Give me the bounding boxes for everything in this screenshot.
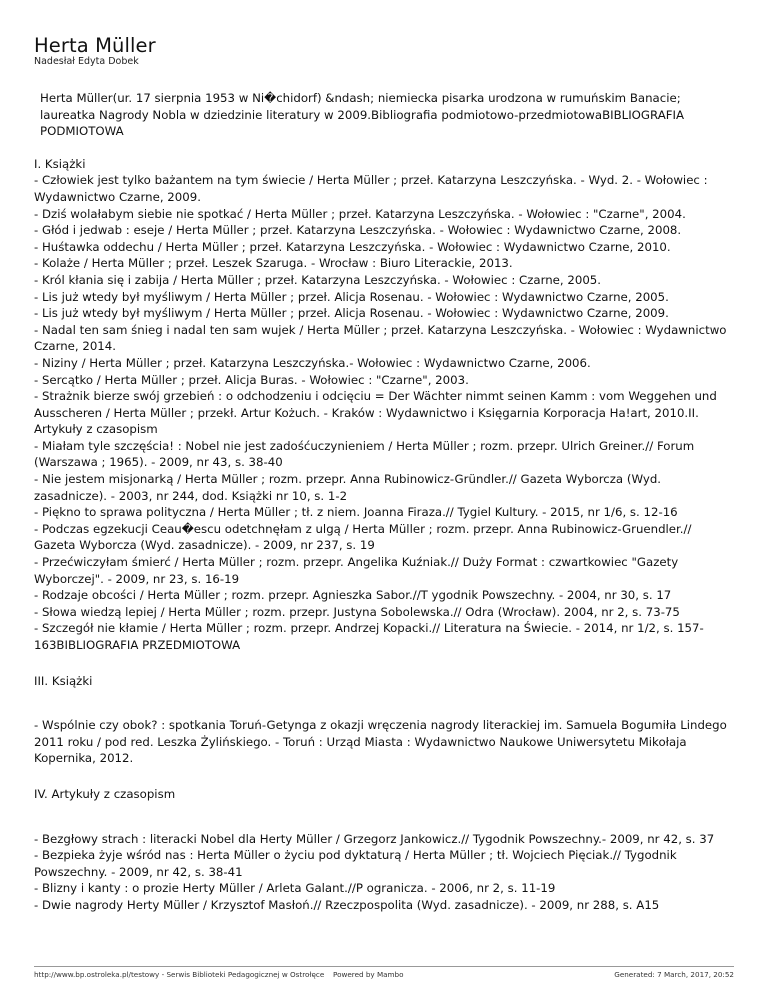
- list-item: - Dwie nagrody Herty Müller / Krzysztof Masłoń.// Rzeczpospolita (Wyd. zasadnicze). - 2009, nr 288, s. A15: [34, 897, 660, 912]
- list-item: - Kolaże / Herta Müller ; przeł. Leszek Szaruga. - Wrocław : Biuro Literackie, 2013.: [34, 256, 513, 271]
- page-title: Herta Müller: [34, 34, 156, 57]
- list-item: - Piękno to sprawa polityczna / Herta Müller ; tł. z niem. Joanna Firaza.// Tygiel Kultury. - 2015, nr 1/6, s. 12-16: [34, 505, 678, 520]
- list-item: - Król kłania się i zabija / Herta Müller ; przeł. Katarzyna Leszczyńska. - Wołowiec : Czarne, 2005.: [34, 272, 602, 287]
- bibliography-list-secondary-books: [34, 717, 734, 767]
- author-byline: Nadesłał Edyta Dobek: [34, 56, 139, 67]
- list-item: - Blizny i kanty : o prozie Herty Müller / Arleta Galant.//P ogranicza. - 2006, nr 2, s. 11-19: [34, 881, 556, 896]
- footer-powered-by: Powered by Mambo: [333, 970, 404, 979]
- list-item: - Rodzaje obcości / Herta Müller ; rozm. przepr. Agnieszka Sabor.//T ygodnik Powszechny. - 2004, nr 30, s. 17: [34, 588, 672, 603]
- list-item: - Podczas egzekucji Ceau�escu odetchnęłam z ulgą / Herta Müller ; rozm. przepr. Anna Rubinowicz-Gruendler.// Gazeta Wyborcza (Wyd. zasadnicze). - 2009, nr 237, s. 19: [34, 521, 692, 553]
- list-item: - Słowa wiedzą lepiej / Herta Müller ; rozm. przepr. Justyna Sobolewska.// Odra (Wrocław). 2004, nr 2, s. 73-75: [34, 604, 680, 619]
- section-heading-articles: IV. Artykuły z czasopism: [34, 786, 176, 801]
- article-body: [34, 90, 734, 914]
- list-item: - Huśtawka oddechu / Herta Müller ; przeł. Katarzyna Leszczyńska. - Wołowiec : Wydawnictwo Czarne, 2010.: [34, 239, 671, 254]
- list-item: - Przećwiczyłam śmierć / Herta Müller ; rozm. przepr. Angelika Kuźniak.// Duży Format : czwartkowiec "Gazety Wyborczej". - 2009, nr 23, s. 16-19: [34, 555, 679, 586]
- list-item: - Szczegół nie kłamie / Herta Müller ; rozm. przepr. Andrzej Kopacki.// Literatura na Świecie. - 2014, nr 1/2, s. 157-163BIBLIOGRAFIA PRZEDMIOTOWA: [34, 621, 704, 652]
- list-item: - Sercątko / Herta Müller ; przeł. Alicja Buras. - Wołowiec : "Czarne", 2003.: [34, 372, 469, 387]
- bibliography-list-primary: [34, 172, 734, 653]
- list-item: - Miałam tyle szczęścia! : Nobel nie jest zadośćuczynieniem / Herta Müller ; rozm. przepr. Ulrich Greiner.// Forum (Warszawa ; 1965). - 2009, nr 43, s. 38-40: [34, 438, 695, 470]
- list-item: - Bezgłowy strach : literacki Nobel dla Herty Müller / Grzegorz Jankowicz.// Tygodnik Powszechny.- 2009, nr 42, s. 37: [34, 831, 715, 846]
- list-item: - Głód i jedwab : eseje / Herta Müller ; przeł. Katarzyna Leszczyńska. - Wołowiec : Wydawnictwo Czarne, 2008.: [34, 223, 682, 238]
- list-item: - Dziś wolałabym siebie nie spotkać / Herta Müller ; przeł. Katarzyna Leszczyńska. - Wołowiec : "Czarne", 2004.: [34, 206, 686, 221]
- section-heading-secondary-books: III. Książki: [34, 673, 93, 688]
- list-item: - Niziny / Herta Müller ; przeł. Katarzyna Leszczyńska.- Wołowiec : Wydawnictwo Czarne, 2006.: [34, 355, 591, 370]
- footer-generated-date: Generated: 7 March, 2017, 20:52: [614, 970, 734, 979]
- footer-url: http://www.bp.ostroleka.pl/testowy - Serwis Biblioteki Pedagogicznej w Ostrołęce: [34, 970, 325, 979]
- list-item: - Wspólnie czy obok? : spotkania Toruń-Getynga z okazji wręczenia nagrody literackiej im. Samuela Bogumiła Lindego 2011 roku / pod red. Leszka Żylińskiego. - Toruń : Urząd Miasta : Wydawnictwo Naukowe Uniwersytetu Mikołaja Kopernika, 2012.: [34, 718, 727, 766]
- section-heading-books: I. Książki: [34, 156, 86, 171]
- list-item: - Strażnik bierze swój grzebień : o odchodzeniu i odcięciu = Der Wächter nimmt seinen Kamm : vom Weggehen und Ausscheren / Herta Müller ; przekł. Artur Kożuch. - Kraków : Wydawnictwo i Księgarnia Korporacja Ha!art, 2010.II. Artykuły z czasopism: [34, 389, 717, 437]
- list-item: - Lis już wtedy był myśliwym / Herta Müller ; przeł. Alicja Rosenau. - Wołowiec : Wydawnictwo Czarne, 2005.: [34, 289, 669, 304]
- bibliography-list-articles: [34, 831, 734, 914]
- list-item: - Bezpieka żyje wśród nas : Herta Müller o życiu pod dyktaturą / Herta Müller ; tł. Wojciech Pięciak.// Tygodnik Powszechny. - 2009, nr 42, s. 38-41: [34, 848, 677, 879]
- intro-paragraph: Herta Müller(ur. 17 sierpnia 1953 w Ni�chidorf) &ndash; niemiecka pisarka urodzona w rumuńskim Banacie; laureatka Nagrody Nobla w dziedzinie literatury w 2009.Bibliografia podmiotowo-przedmiotowaBIBLIOGRAFIA PODMIOTOWA: [40, 91, 685, 139]
- list-item: - Człowiek jest tylko bażantem na tym świecie / Herta Müller ; przeł. Katarzyna Leszczyńska. - Wyd. 2. - Wołowiec : Wydawnictwo Czarne, 2009.: [34, 173, 708, 204]
- list-item: - Nie jestem misjonarką / Herta Müller ; rozm. przepr. Anna Rubinowicz-Gründler.// Gazeta Wyborcza (Wyd. zasadnicze). - 2003, nr 244, dod. Książki nr 10, s. 1-2: [34, 472, 662, 503]
- list-item: - Nadal ten sam śnieg i nadal ten sam wujek / Herta Müller ; przeł. Katarzyna Leszczyńska. - Wołowiec : Wydawnictwo Czarne, 2014.: [34, 322, 727, 354]
- list-item: - Lis już wtedy był myśliwym / Herta Müller ; przeł. Alicja Rosenau. - Wołowiec : Wydawnictwo Czarne, 2009.: [34, 306, 669, 321]
- page-footer: [34, 966, 734, 979]
